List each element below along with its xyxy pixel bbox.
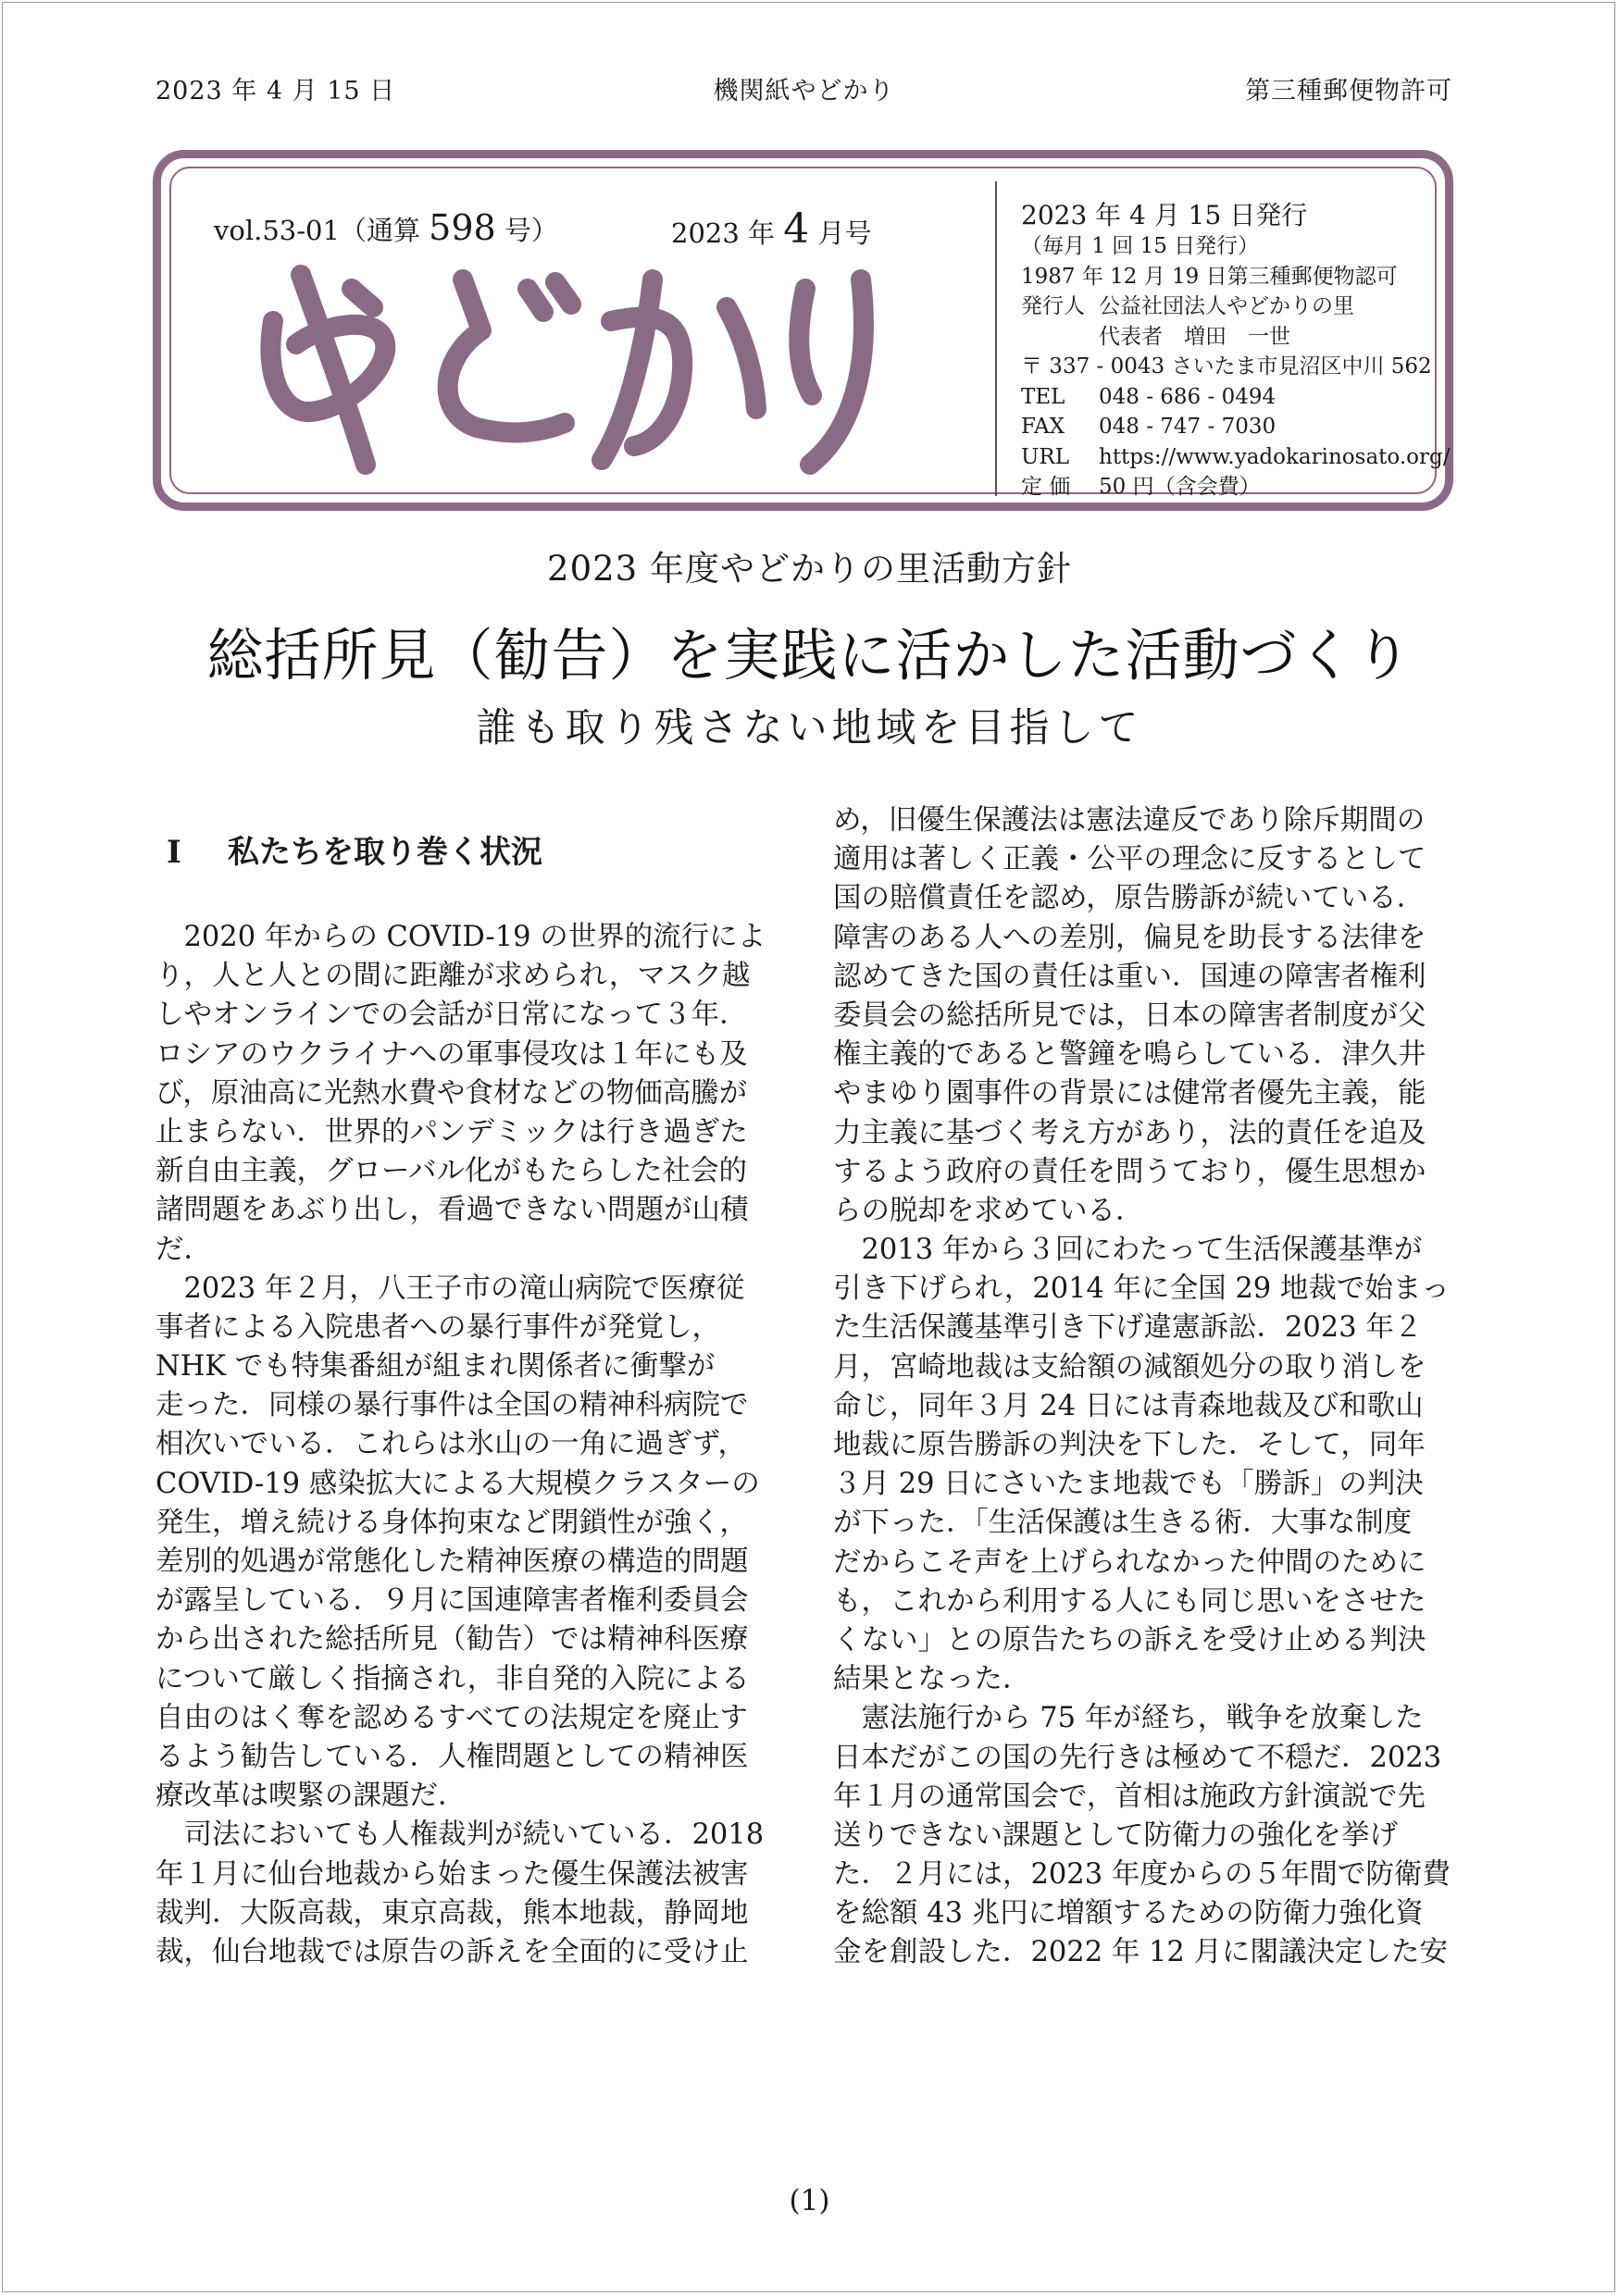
tel-label: TEL (1021, 384, 1065, 409)
body-text-line: ３月 29 日にさいたま地裁でも「勝訴」の判決 (833, 1468, 1424, 1501)
body-text-line: 引き下げられ，2014 年に全国 29 地裁で始まっ (833, 1272, 1450, 1306)
body-text-line: しやオンラインでの会話が日常になって３年． (156, 999, 748, 1032)
postal-permit-date: 1987 年 12 月 19 日第三種郵便物認可 (1021, 264, 1398, 289)
issue-frequency: （毎月 1 回 15 日発行） (1021, 234, 1260, 258)
issue-month: 4 (783, 205, 810, 253)
body-text-line: 命じ，同年３月 24 日には青森地裁及び和歌山 (833, 1389, 1424, 1422)
body-text-line: 相次いでいる．これらは氷山の一角に過ぎず， (156, 1428, 747, 1461)
body-text-line: 力主義に基づく考え方があり，法的責任を追及 (833, 1116, 1426, 1149)
body-text-line: ロシアのウクライナへの軍事侵攻は１年にも及 (156, 1037, 748, 1071)
body-text-line: 発生，増え続ける身体拘束など閉鎖性が強く， (156, 1506, 748, 1539)
representative: 代表者 増田 一世 (1099, 324, 1290, 349)
address: 〒 337 - 0043 さいたま市見沼区中川 562 (1021, 354, 1432, 379)
body-text-line: 諸問題をあぶり出し，看過できない問題が山積 (156, 1194, 749, 1227)
masthead-divider (995, 181, 997, 496)
article-kicker: 2023 年度やどかりの里活動方針 (547, 549, 1072, 589)
url-line (1021, 442, 1465, 473)
right-column (833, 801, 1463, 1973)
publisher-line (1021, 292, 1465, 322)
body-text-line: 国の賠償責任を認め，原告勝訴が続いている． (833, 882, 1426, 915)
body-text-line: 月，宮崎地裁は支給額の減額処分の取り消しを (833, 1350, 1426, 1384)
tel-number: 048 - 686 - 0494 (1099, 384, 1277, 409)
article-title: 総括所見（勧告）を実践に活かした活動づくり (206, 623, 1413, 689)
section-number: Ⅰ (167, 834, 181, 871)
header-publication: 機関紙やどかり (713, 77, 895, 105)
body-text-line: 2023 年２月，八王子市の滝山病院で医療従 (156, 1272, 745, 1305)
body-text-line: 地裁に原告勝訴の判決を下した．そして，同年 (833, 1429, 1426, 1461)
article-subtitle: 誰も取り残さない地域を目指して (476, 705, 1143, 751)
publisher-label: 発行人 (1021, 294, 1085, 318)
body-text-line: 新自由主義，グローバル化がもたらした社会的 (156, 1155, 747, 1188)
price-line (1021, 472, 1465, 503)
body-text-line: 走った．同様の暴行事件は全国の精神科病院で (156, 1389, 749, 1422)
body-text-line: るよう勧告している．人権問題としての精神医 (156, 1740, 749, 1773)
volume-number: 598 (429, 207, 496, 248)
volume-prefix: vol.53-01（通算 (214, 215, 420, 246)
body-text-line: するよう政府の責任を問うており，優生思想か (833, 1155, 1426, 1188)
section-title: 私たちを取り巻く状況 (228, 834, 542, 871)
url-link[interactable]: https://www.yadokarinosato.org/ (1099, 444, 1451, 469)
body-text-line: 認めてきた国の責任は重い．国連の障害者権利 (833, 960, 1426, 993)
tel-line (1021, 382, 1465, 413)
body-text-line: 司法においても人権裁判が続いている．2018 (156, 1818, 765, 1852)
body-text-line: 送りできない課題として防衛力の強化を挙げ (833, 1818, 1398, 1852)
body-text-line: た生活保護基準引き下げ違憲訴訟．2023 年２ (833, 1311, 1423, 1345)
url-label: URL (1021, 444, 1069, 469)
body-text-line: 権主義的であると警鐘を鳴らしている．津久井 (833, 1038, 1426, 1072)
body-text-line: 2013 年から３回にわたって生活保護基準が (833, 1234, 1423, 1267)
body-text-line: 療改革は喫緊の課題だ． (156, 1780, 467, 1813)
body-text-line: 憲法施行から 75 年が経ち，戦争を放棄した (833, 1702, 1424, 1735)
fax-number: 048 - 747 - 7030 (1099, 415, 1277, 439)
price-label: 定 価 (1021, 475, 1071, 499)
body-text-line: だからこそ声を上げられなかった仲間のために (833, 1545, 1426, 1579)
body-text-line: 止まらない．世界的パンデミックは行き過ぎた (156, 1115, 748, 1148)
body-text-line: 裁判．大阪高裁，東京高裁，熊本地裁，静岡地 (156, 1896, 749, 1930)
publication-info (1021, 200, 1465, 503)
body-text-line: 自由のはく奪を認めるすべての法規定を廃止す (156, 1701, 748, 1734)
logo-text: やどかり (245, 256, 249, 257)
body-text-line: 日本だがこの国の先行きは極めて不穏だ．2023 (833, 1741, 1442, 1774)
body-text-line: を総額 43 兆円に増額するための防衛力強化資 (833, 1897, 1424, 1930)
header-postal-permit: 第三種郵便物許可 (1245, 77, 1452, 105)
body-text-line: 適用は著しく正義・公平の理念に反するとして (833, 843, 1426, 876)
body-text-line: NHK でも特集番組が組まれ関係者に衝撃が (156, 1350, 716, 1384)
body-text-line: やまゆり園事件の背景には健常者優先主義，能 (833, 1077, 1426, 1111)
left-column (156, 918, 776, 1972)
body-text-line: から出された総括所見（勧告）では精神科医療 (156, 1623, 749, 1657)
body-text-line: 結果となった． (833, 1663, 1031, 1696)
body-text-line: 2020 年からの COVID-19 の世界的流行によ (156, 921, 766, 953)
section-heading (167, 826, 542, 872)
fax-line (1021, 412, 1465, 442)
body-text-line: も，これから利用する人にも同じ思いをさせた (833, 1584, 1426, 1618)
body-text-line: らの脱却を求めている． (833, 1194, 1144, 1227)
issue-info (671, 205, 871, 253)
body-text-line: び，原油高に光熱水費や食材などの物価高騰が (156, 1076, 748, 1110)
body-text-line: 委員会の総括所見では，日本の障害者制度が父 (833, 999, 1426, 1032)
running-header (156, 70, 1452, 111)
issued-date: 2023 年 4 月 15 日発行 (1021, 200, 1308, 230)
body-text-line: 事者による入院患者への暴行事件が発覚し， (156, 1310, 720, 1344)
issue-suffix: 月号 (817, 217, 872, 249)
body-text-line: が下った．「生活保護は生きる術．大事な制度 (833, 1507, 1413, 1540)
volume-suffix: 号） (504, 215, 558, 246)
body-text-line: 差別的処遇が常態化した精神医療の構造的問題 (156, 1545, 749, 1578)
body-text-line: 障害のある人への差別，偏見を助長する法律を (833, 921, 1426, 954)
body-text-line: COVID-19 感染拡大による大規模クラスターの (156, 1467, 760, 1500)
body-text-line: め，旧優生保護法は憲法違反であり除斥期間の (833, 804, 1426, 837)
body-text-line: り，人と人との間に距離が求められ，マスク越 (156, 960, 751, 993)
body-text-line: について厳しく指摘され，非自発的入院による (156, 1662, 750, 1695)
masthead (153, 150, 1453, 511)
body-text-line: くない」との原告たちの訴えを受け止める判決 (833, 1623, 1426, 1657)
body-text-line: 年１月に仙台地裁から始まった優生保護法被害 (156, 1857, 749, 1891)
issue-year: 2023 年 (671, 217, 776, 249)
header-date: 2023 年 4 月 15 日 (156, 77, 396, 105)
body-text-line: た．２月には，2023 年度からの５年間で防衛費 (833, 1858, 1451, 1892)
publisher-name: 公益社団法人やどかりの里 (1099, 294, 1354, 318)
page-number: (1) (789, 2184, 830, 2217)
body-text-line: 年１月の通常国会で，首相は施政方針演説で先 (833, 1780, 1426, 1813)
body-text-line: だ． (156, 1233, 212, 1266)
fax-label: FAX (1021, 415, 1065, 439)
masthead-inner-frame (169, 167, 1451, 499)
yadokari-logo (245, 256, 884, 478)
body-text-line: が露呈している．９月に国連障害者権利委員会 (156, 1584, 749, 1618)
body-text-line: 裁，仙台地裁では原告の訴えを全面的に受け止 (156, 1935, 749, 1968)
volume-info (214, 207, 558, 248)
price-value: 50 円（含会費） (1099, 475, 1261, 499)
body-text-line: 金を創設した．2022 年 12 月に閣議決定した安 (833, 1936, 1449, 1969)
